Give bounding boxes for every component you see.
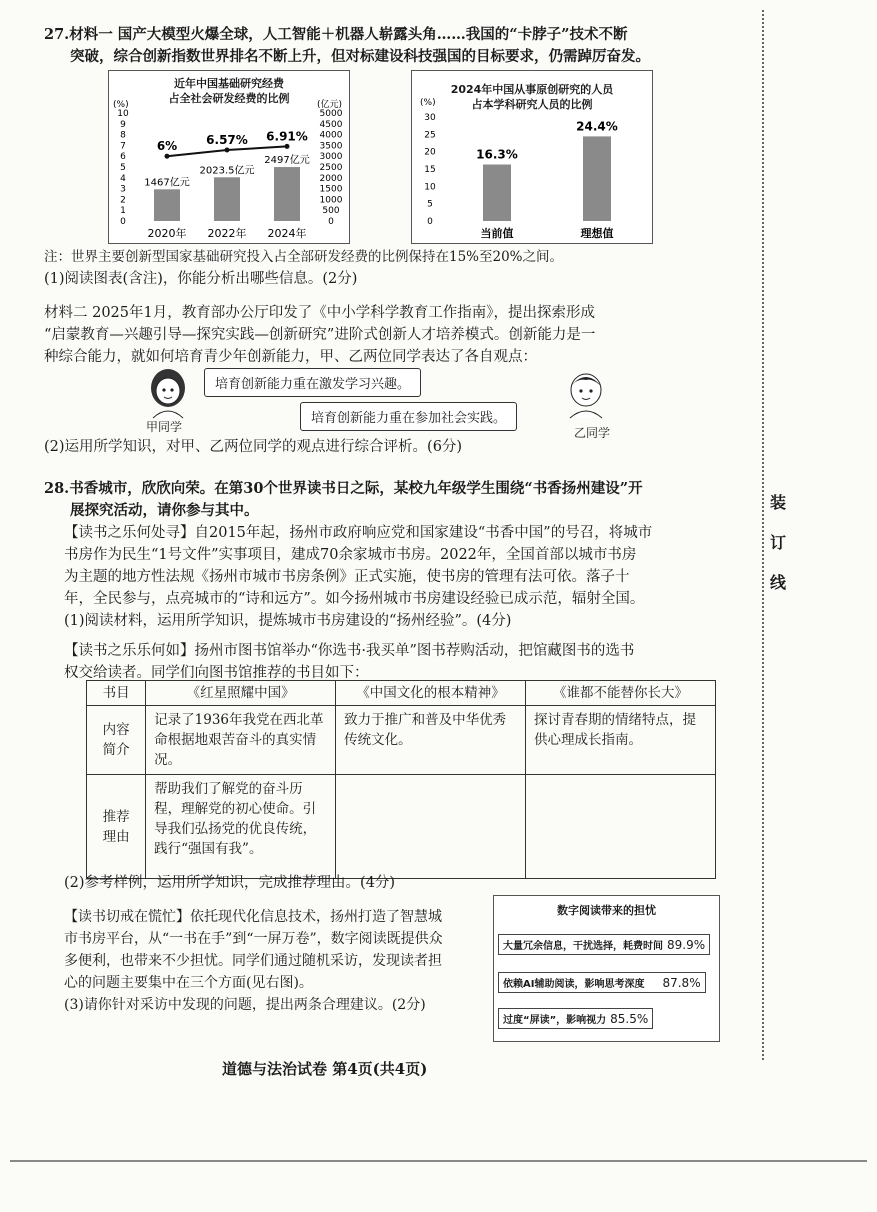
concern-bar-3 — [498, 1008, 653, 1029]
researcher-tick-0: 0 — [427, 217, 433, 227]
funding-category-0: 2020年 — [147, 227, 187, 240]
concern-bar-1-value: 89.9% — [667, 938, 706, 952]
table-cell-intro-1: 记录了1936年我党在西北革命根据地艰苦奋斗的真实情况。 — [146, 706, 336, 775]
table-cell-intro-2: 致力于推广和普及中华优秀传统文化。 — [336, 706, 526, 775]
q28-p3-line1: 【读书切戒在慌忙】依托现代化信息技术，扬州打造了智慧城 — [64, 909, 442, 925]
speech-bubble-b: 培育创新能力重在参加社会实践。 — [300, 402, 517, 431]
researcher-tick-6: 30 — [424, 113, 436, 123]
funding-right-tick-6: 3000 — [319, 152, 343, 163]
researcher-chart-svg — [412, 71, 652, 243]
funding-right-tick-9: 4500 — [319, 119, 343, 130]
funding-bar-2 — [274, 167, 300, 221]
row-label-intro — [87, 706, 146, 775]
funding-right-tick-7: 3500 — [319, 141, 343, 152]
speech-bubble-a: 培育创新能力重在激发学习兴趣。 — [204, 368, 421, 397]
funding-left-tick-2: 2 — [120, 195, 126, 206]
q28-p1-line1: 【读书之乐何处寻】自2015年起，扬州市政府响应党和国家建设“书香中国”的号召，将城市 — [64, 525, 653, 541]
funding-right-tick-5: 2500 — [319, 163, 343, 173]
funding-left-tick-9: 9 — [120, 119, 126, 130]
q28-p3-line4: 心的问题主要集中在三个方面(见右图)。 — [64, 975, 313, 991]
funding-right-tick-10: 5000 — [319, 109, 343, 119]
student-b-figure — [562, 368, 610, 420]
q27-line2: 突破，综合创新指数世界排名不断上升，但对标建设科技强国的目标要求，仍需踔厉奋发。 — [70, 48, 650, 65]
table-cell-reason-1: 帮助我们了解党的奋斗历程，理解党的初心使命。引导我们弘扬党的优良传统，践行“强国有我”。 — [146, 775, 336, 879]
researcher-chart — [411, 70, 653, 244]
concern-bar-1-label: 大量冗余信息，干扰选择，耗费时间 — [503, 941, 663, 952]
binding-char-2: 订 — [770, 533, 787, 552]
funding-right-tick-0: 0 — [328, 217, 334, 227]
table-head-book2: 《中国文化的根本精神》 — [336, 681, 526, 706]
funding-bar-label-1: 2023.5亿元 — [199, 165, 255, 177]
funding-right-tick-2: 1000 — [319, 195, 343, 206]
concern-bar-2-value: 87.8% — [662, 976, 701, 990]
table-head-book1: 《红星照耀中国》 — [146, 681, 336, 706]
table-head-book3: 《谁都不能替你长大》 — [526, 681, 716, 706]
student-b-label: 乙同学 — [574, 426, 611, 440]
q27-m2-line3: 种综合能力，就如何培育青少年创新能力，甲、乙两位同学表达了各自观点： — [44, 349, 537, 365]
researcher-bar-label-1: 24.4% — [576, 119, 618, 134]
researcher-bar-1 — [583, 136, 611, 221]
researcher-chart-subtitle: 占本学科研究人员的比例 — [471, 98, 593, 111]
researcher-bar-label-0: 16.3% — [476, 147, 518, 162]
funding-left-tick-4: 4 — [120, 173, 126, 184]
q27-m2-line2: “启蒙教育—兴趣引导—探究实践—创新研究”进阶式创新人才培养模式。创新能力是一 — [44, 327, 596, 343]
funding-left-tick-8: 8 — [120, 130, 126, 141]
table-cell-reason-3[interactable] — [526, 775, 716, 879]
funding-left-tick-6: 6 — [120, 152, 126, 163]
researcher-bar-0 — [483, 164, 511, 221]
ratio-label-2: 6.91% — [266, 129, 308, 144]
q28-p1-line4: 年，全民参与，点亮城市的“诗和远方”。如今扬州城市书房建设经验已成示范，辐射全国。 — [64, 591, 645, 607]
q28-p3-line2: 市书房平台，从“一书在手”到“一屏万卷”，数字阅读既提供众 — [64, 931, 443, 947]
binding-char-1: 装 — [770, 493, 787, 512]
q27-note: 注：世界主要创新型国家基础研究投入占全部研发经费的比例保持在15%至20%之间。 — [44, 249, 564, 265]
researcher-chart-title: 2024年中国从事原创研究的人员 — [450, 83, 614, 96]
q28-sub2: (2)参考样例，运用所学知识，完成推荐理由。(4分) — [64, 875, 396, 891]
funding-chart-title: 近年中国基础研究经费 — [174, 77, 284, 90]
binding-line — [762, 10, 764, 1060]
q28-p2-line1: 【读书之乐乐何如】扬州市图书馆举办“你选书·我买单”图书荐购活动，把馆藏图书的选书 — [64, 643, 635, 659]
funding-bar-0 — [154, 189, 180, 221]
q27-line1: 27.材料一 国产大模型火爆全球，人工智能＋机器人崭露头角……我国的“卡脖子”技术不断 — [44, 26, 628, 43]
table-cell-intro-3: 探讨青春期的情绪特点，提供心理成长指南。 — [526, 706, 716, 775]
funding-category-1: 2022年 — [207, 227, 247, 240]
ratio-point-0 — [165, 154, 170, 159]
researcher-category-0: 当前值 — [480, 227, 514, 240]
q28-p1-line2: 书房作为民生“1号文件”实事项目，建成70余家城市书房。2022年，全国首部以城市书房 — [64, 547, 637, 563]
q27-sub2: (2)运用所学知识，对甲、乙两位同学的观点进行综合评析。(6分) — [44, 439, 463, 455]
row-label-reason — [87, 775, 146, 879]
q28-sub3: (3)请你针对采访中发现的问题，提出两条合理建议。(2分) — [64, 997, 426, 1013]
q28-p1-line3: 为主题的地方性法规《扬州市城市书房条例》正式实施，使书房的管理有法可依。落子十 — [64, 569, 630, 585]
ratio-point-2 — [285, 144, 290, 149]
q28-p3-line3: 多便利，也带来不少担忧。同学们通过随机采访，发现读者担 — [64, 953, 442, 969]
binding-char-3: 线 — [770, 573, 787, 592]
ratio-point-1 — [225, 148, 230, 153]
concern-bar-3-label: 过度“屏读”，影响视力 — [503, 1015, 607, 1026]
researcher-tick-4: 20 — [424, 147, 436, 158]
funding-chart-subtitle: 占全社会研发经费的比例 — [168, 92, 290, 105]
concern-bar-2 — [498, 972, 706, 993]
funding-left-tick-7: 7 — [120, 141, 126, 152]
q28-sub1: (1)阅读材料，运用所学知识，提炼城市书房建设的“扬州经验”。(4分) — [64, 613, 512, 629]
researcher-tick-2: 10 — [424, 182, 436, 193]
funding-left-unit: (%) — [113, 100, 129, 110]
funding-chart-svg — [109, 71, 349, 243]
book-table — [86, 680, 716, 879]
funding-bar-1 — [214, 177, 240, 221]
student-a-figure — [143, 366, 193, 420]
reading-concern-chart — [493, 895, 720, 1042]
funding-right-tick-1: 500 — [322, 206, 340, 217]
funding-left-tick-3: 3 — [120, 184, 126, 195]
researcher-tick-5: 25 — [424, 130, 436, 141]
table-head-label: 书目 — [87, 681, 146, 706]
funding-bar-label-2: 2497亿元 — [264, 155, 310, 167]
funding-right-tick-3: 1500 — [319, 184, 343, 195]
q27-m2-line1: 材料二 2025年1月，教育部办公厅印发了《中小学科学教育工作指南》，提出探索形成 — [44, 305, 595, 321]
funding-right-unit: (亿元) — [317, 100, 343, 110]
researcher-tick-3: 15 — [424, 165, 436, 175]
funding-bar-label-0: 1467亿元 — [144, 177, 190, 189]
q28-intro2: 展探究活动，请你参与其中。 — [70, 502, 259, 519]
funding-right-tick-8: 4000 — [319, 130, 343, 141]
funding-left-tick-1: 1 — [120, 206, 126, 217]
funding-right-tick-4: 2000 — [319, 173, 343, 184]
funding-left-tick-5: 5 — [120, 163, 126, 173]
table-cell-reason-2[interactable] — [336, 775, 526, 879]
row-label-intro-text: 内容简介 — [102, 722, 130, 758]
researcher-unit: (%) — [420, 98, 436, 108]
ratio-label-0: 6% — [156, 139, 178, 154]
ratio-label-1: 6.57% — [206, 133, 248, 148]
q28-p2-line2: 权交给读者。同学们向图书馆推荐的书目如下： — [64, 665, 369, 681]
concern-bar-2-label: 依赖AI辅助阅读，影响思考深度 — [503, 979, 645, 990]
researcher-category-1: 理想值 — [580, 227, 614, 240]
q27-sub1: (1)阅读图表(含注)，你能分析出哪些信息。(2分) — [44, 271, 358, 287]
student-a-label: 甲同学 — [146, 420, 183, 434]
funding-left-tick-10: 10 — [117, 109, 129, 119]
bottom-rule — [10, 1160, 867, 1162]
row-label-reason-text: 推荐理由 — [102, 808, 130, 845]
q28-intro1: 28.书香城市，欣欣向荣。在第30个世界读书日之际，某校九年级学生围绕“书香扬州建设”开 — [44, 480, 643, 497]
funding-category-2: 2024年 — [267, 227, 307, 240]
funding-left-tick-0: 0 — [120, 217, 126, 227]
funding-chart — [108, 70, 350, 244]
concern-bar-1 — [498, 934, 710, 955]
page-footer: 道德与法治试卷 第4页(共4页) — [222, 1060, 428, 1078]
concern-chart-title: 数字阅读带来的担忧 — [557, 904, 656, 917]
researcher-tick-1: 5 — [427, 199, 433, 210]
concern-bar-3-value: 85.5% — [610, 1012, 649, 1026]
